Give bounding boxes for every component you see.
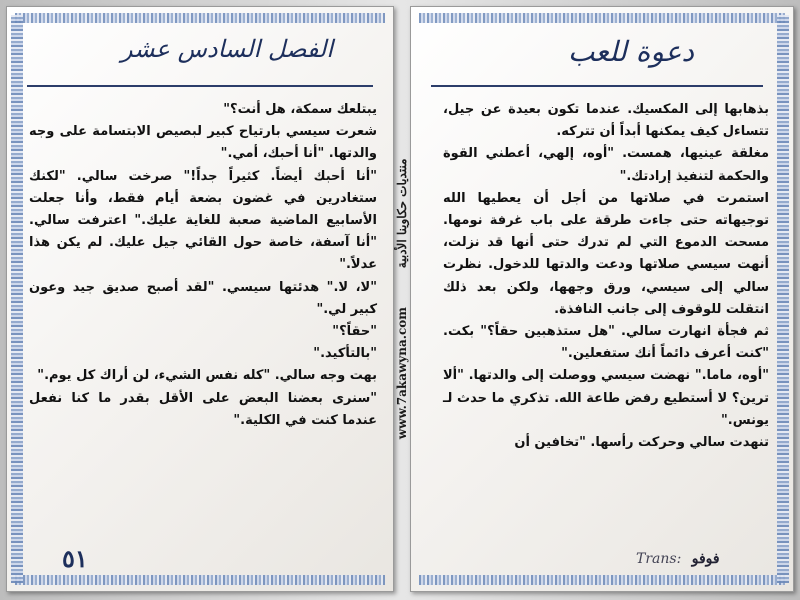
left-page-text bbox=[29, 99, 377, 432]
decorative-border-right bbox=[777, 15, 789, 583]
site-url: www.7akawyna.com bbox=[395, 306, 409, 440]
paragraph: يبتلعك سمكة، هل أنت؟" bbox=[223, 102, 377, 117]
chapter-title: الفصل السادس عشر bbox=[120, 35, 334, 63]
paragraph: استمرت في صلاتها من أجل أن يعطيها الله توجيهاته حتى جاءت طرقة على باب غرفة نومها. مسحت الدموع التي لم تدرك حتى أنها قد نزلت، أنهت سيسي صلاتها ودعت والدتها للدخول. نظرت سالي إلى سيسي، ورق وجهها، ولكن بعد ذلك انتقلت للوقوف إلى جانب النافذة. bbox=[443, 190, 769, 317]
paragraph: "أنا أحبك أيضاً. كثيراً جداً!" صرخت سالي. "لكنك ستغادرين في غضون بضعة أيام فقط، وأنا جعلت الأسابيع الماضية صعبة للغاية عليك." اعترفت سالي. "أنا آسفة، خاصة حول القائي جيل عليك. لم يكن هذا عدلاً." bbox=[29, 168, 377, 273]
decorative-border-top bbox=[419, 13, 785, 23]
paragraph: بهت وجه سالي. "كله نفس الشيء، لن أراك كل يوم." bbox=[37, 368, 377, 384]
spine-watermark bbox=[395, 159, 409, 439]
title-divider bbox=[27, 85, 373, 87]
forum-name: منتديات حكاوينا الأدبية bbox=[395, 158, 409, 269]
spine bbox=[394, 6, 410, 592]
decorative-border-left bbox=[11, 15, 23, 583]
paragraph: "حقاً؟" bbox=[332, 324, 377, 340]
paragraph: "سنرى بعضنا البعض على الأقل بقدر ما كنا نفعل عندما كنت في الكلية." bbox=[29, 390, 377, 428]
paragraph: مغلقة عينيها، همست. "أوه، إلهي، أعطني القوة والحكمة لتنفيذ إرادتك." bbox=[443, 146, 769, 184]
translator-credit bbox=[636, 551, 720, 567]
decorative-border-bottom bbox=[15, 575, 385, 585]
title-divider bbox=[431, 85, 763, 87]
paragraph: تنهدت سالي وحركت رأسها. "تخافين أن bbox=[514, 435, 769, 451]
right-page-text bbox=[443, 99, 769, 454]
translator-name: فوفو bbox=[691, 551, 720, 567]
page-number: ٥١ bbox=[62, 544, 88, 573]
translator-label: Trans: bbox=[636, 551, 682, 567]
right-page bbox=[410, 6, 794, 592]
paragraph: ثم فجأة انهارت سالي. "هل ستذهبين حقاً؟" بكت. "كنت أعرف دائماً أنك ستفعلين." bbox=[443, 324, 769, 362]
chapter-title: دعوة للعب bbox=[567, 35, 694, 68]
paragraph: بذهابها إلى المكسيك. عندما تكون بعيدة عن جيل، تتساءل كيف يمكنها أبداً أن تتركه. bbox=[443, 102, 769, 140]
paragraph: شعرت سيسي بارتياح كبير لبصيص الابتسامة على وجه والدتها. "أنا أحبك، أمي." bbox=[29, 124, 377, 162]
paragraph: "لا، لا." هدئتها سيسي. "لقد أصبح صديق جيد وعون كبير لي." bbox=[29, 279, 377, 317]
paragraph: "بالتأكيد." bbox=[313, 346, 377, 362]
left-page bbox=[6, 6, 394, 592]
decorative-border-bottom bbox=[419, 575, 785, 585]
decorative-border-top bbox=[15, 13, 385, 23]
paragraph: "أوه، ماما." نهضت سيسي ووصلت إلى والدتها. "ألا ترين؟ لا أستطيع رفض طاعة الله. تذكري ما حدث لـ يونس." bbox=[443, 368, 769, 428]
